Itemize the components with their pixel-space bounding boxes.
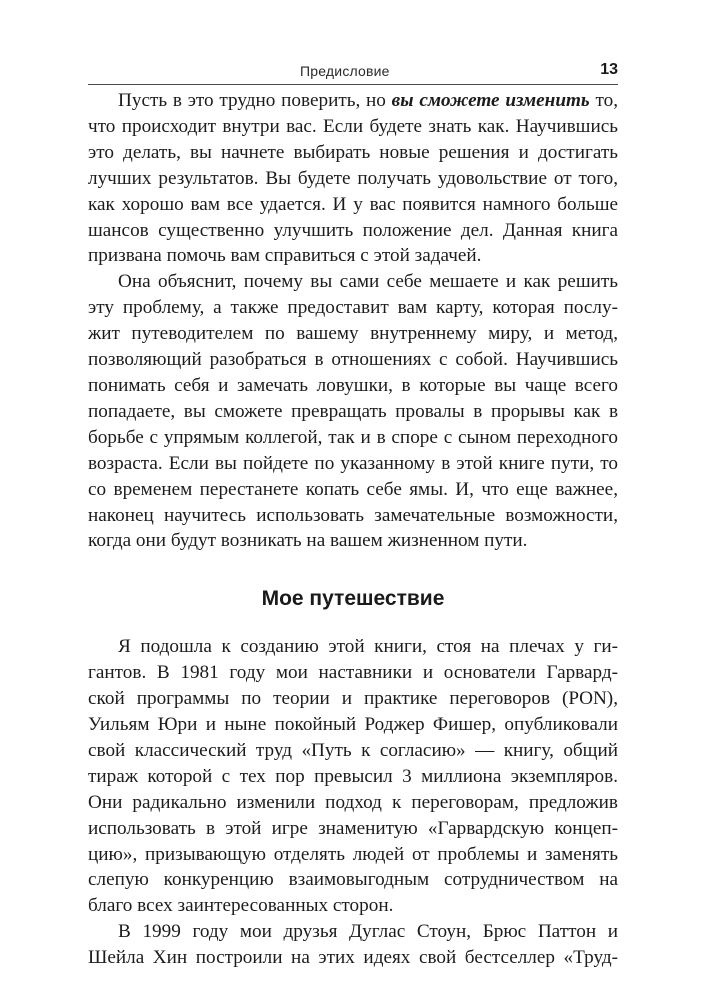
running-header — [88, 60, 618, 82]
section-heading: Мое путешествие — [261, 587, 445, 611]
text-line: свой классический труд «Путь к согласию» — книгу, общий — [88, 739, 618, 761]
text-line: цию», призывающую отделять людей от проблемы и заменять — [88, 843, 618, 865]
paragraph — [88, 919, 618, 971]
text-line: слепую конкуренцию взаимовыгодным сотрудничеством на — [88, 869, 618, 891]
text-line: Уильям Юри и ныне покойный Роджер Фишер, опубликовали — [88, 714, 618, 736]
text-run: Пусть в это трудно поверить, но — [118, 90, 392, 111]
text-line: попадаете, вы сможете превращать провалы в прорывы как в — [88, 400, 618, 422]
text-line: наконец научитесь использовать замечательные возможности, — [88, 504, 618, 526]
paragraph — [88, 269, 618, 554]
text-line: что происходит внутри вас. Если будете знать как. Научившись — [88, 115, 618, 137]
text-line: когда они будут возникать на вашем жизненном пути. — [88, 530, 528, 552]
text-line: борьбе с упрямым коллегой, так и в споре с сыном переходного — [88, 426, 618, 448]
text-line: жит путеводителем по вашему внутреннему миру, и метод, — [88, 323, 618, 345]
running-title: Предисловие — [300, 63, 390, 79]
text-line: использовать в этой игре знаменитую «Гарвардскую концеп- — [88, 817, 618, 839]
text-line: со временем перестанете копать себе ямы. И, что еще важнее, — [88, 478, 618, 500]
text-line: это делать, вы начнете выбирать новые решения и достигать — [88, 141, 618, 163]
text-line: В 1999 году мои друзья Дуглас Стоун, Брюс Паттон и — [118, 921, 618, 943]
text-line: Она объяснит, почему вы сами себе мешаете и как решить — [118, 271, 618, 293]
text-line — [88, 88, 618, 114]
paragraph — [88, 88, 618, 269]
paragraph — [88, 634, 618, 919]
text-line: эту проблему, а также предоставит вам карту, которая послу- — [88, 297, 618, 319]
text-line: призвана помочь вам справиться с этой задачей. — [88, 245, 482, 267]
text-line: возраста. Если вы пойдете по указанному в этой книге пути, то — [88, 452, 618, 474]
text-line: позволяющий разобраться в отношениях с собой. Научившись — [88, 349, 618, 371]
emphasis-text: вы сможете изменить — [391, 90, 590, 111]
text-line: ской программы по теории и практике переговоров (PON), — [88, 688, 618, 710]
body-text — [88, 88, 618, 971]
text-line: тираж которой с тех пор превысил 3 миллиона экземпляров. — [88, 765, 618, 787]
page-number: 13 — [600, 61, 618, 78]
text-line: шансов существенно улучшить положение дел. Данная книга — [88, 219, 618, 241]
header-rule — [88, 84, 618, 85]
text-line: гантов. В 1981 году мои наставники и основатели Гарвард- — [88, 662, 618, 684]
text-line: Они радикально изменили подход к переговорам, предложив — [88, 791, 618, 813]
text-line: благо всех заинтересованных сторон. — [88, 895, 394, 917]
text-line: понимать себя и замечать ловушки, в которые вы чаще всего — [88, 374, 618, 396]
text-run: то, — [589, 90, 618, 111]
text-line: Шейла Хин построили на этих идеях свой бестселлер «Труд- — [88, 947, 618, 969]
text-line: как хорошо вам все удается. И у вас появится намного больше — [88, 193, 618, 215]
text-line: Я подошла к созданию этой книги, стоя на плечах у ги- — [118, 636, 618, 658]
text-line: лучших результатов. Вы будете получать удовольствие от того, — [88, 167, 618, 189]
